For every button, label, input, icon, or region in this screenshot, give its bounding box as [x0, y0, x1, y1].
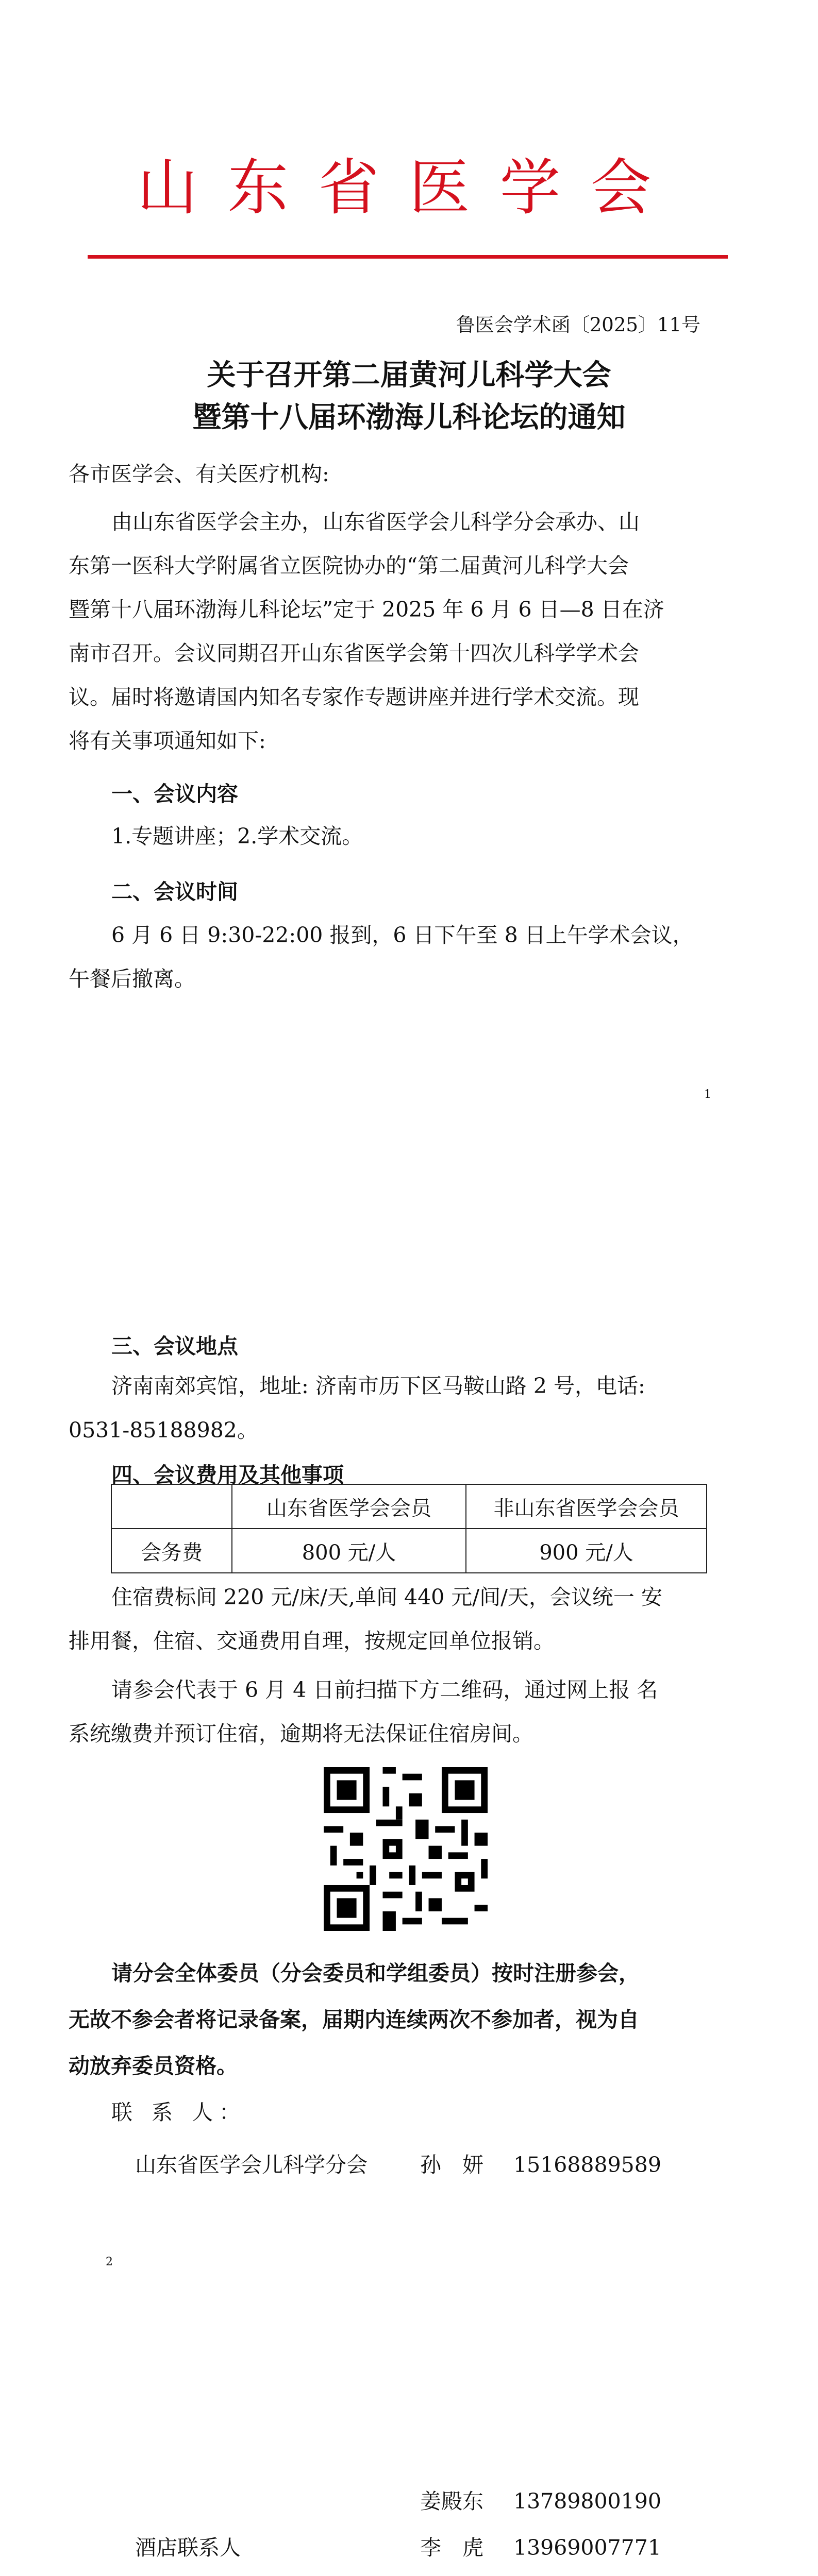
notice-title-line1: 关于召开第二届黄河儿科学大会: [207, 358, 611, 392]
contact-name: 孙 妍: [420, 2153, 483, 2177]
table-cell: 会务费: [111, 1529, 232, 1573]
table-row: [111, 1484, 707, 1529]
contact-org: 酒店联系人: [135, 2535, 241, 2560]
page-number: 1: [704, 1088, 711, 1101]
section3-line: 济南南郊宾馆，地址: 济南市历下区马鞍山路 2 号，电话:: [111, 1374, 645, 1398]
contact-name: 李 虎: [420, 2535, 483, 2560]
page-number: 2: [106, 2256, 113, 2268]
table-row: [111, 1529, 707, 1573]
lodging-line: 排用餐，住宿、交通费用自理，按规定回单位报销。: [69, 1629, 555, 1653]
intro-line: 将有关事项通知如下:: [69, 728, 266, 753]
contact-phone: 13969007771: [513, 2535, 661, 2560]
intro-line: 由山东省医学会主办，山东省医学会儿科学分会承办、山: [111, 510, 640, 534]
intro-line: 东第一医科大学附属省立医院协办的“第二届黄河儿科学大会: [69, 553, 629, 578]
table-cell: [111, 1484, 232, 1529]
notice-title-line2: 暨第十八届环渤海儿科论坛的通知: [192, 400, 626, 434]
notice-line: 请分会全体委员（分会委员和学组委员）按时注册参会，: [111, 1961, 640, 1986]
intro-line: 暨第十八届环渤海儿科论坛”定于 2025 年 6 月 6 日—8 日在济: [69, 597, 664, 622]
register-line: 系统缴费并预订住宿，逾期将无法保证住宿房间。: [69, 1721, 533, 1746]
section1-text: 1.专题讲座；2.学术交流。: [111, 824, 363, 849]
table-cell: 800 元/人: [232, 1529, 466, 1573]
table-cell: 非山东省医学会会员: [466, 1484, 707, 1529]
table-cell: 山东省医学会会员: [232, 1484, 466, 1529]
lodging-line: 住宿费标间 220 元/床/天,单间 440 元/间/天，会议统一 安: [111, 1585, 662, 1609]
section3-line: 0531-85188982。: [69, 1418, 258, 1443]
registration-qr-code[interactable]: [324, 1767, 488, 1931]
document-number: 鲁医会学术函〔2025〕11号: [456, 314, 700, 336]
intro-line: 南市召开。会议同期召开山东省医学会第十四次儿科学学术会: [69, 641, 639, 666]
salutation: 各市医学会、有关医疗机构:: [69, 462, 329, 486]
contact-phone: 13789800190: [513, 2489, 661, 2514]
contact-label: 联 系 人：: [111, 2100, 247, 2125]
letterhead-title: 山东省医学会: [137, 152, 681, 223]
contact-org: 山东省医学会儿科学分会: [135, 2153, 368, 2177]
section2-line: 午餐后撤离。: [69, 967, 195, 991]
table-cell: 900 元/人: [466, 1529, 707, 1573]
notice-line: 动放弃委员资格。: [69, 2054, 238, 2078]
fee-table: [111, 1484, 707, 1573]
section2-line: 6 月 6 日 9:30-22:00 报到，6 日下午至 8 日上午学术会议，: [111, 923, 694, 947]
contact-phone: 15168889589: [513, 2153, 661, 2177]
section2-heading: 二、会议时间: [111, 879, 238, 904]
contact-name: 姜殿东: [420, 2489, 483, 2514]
section4-heading: 四、会议费用及其他事项: [111, 1463, 344, 1487]
section3-heading: 三、会议地点: [111, 1334, 238, 1359]
intro-line: 议。届时将邀请国内知名专家作专题讲座并进行学术交流。现: [69, 685, 639, 709]
register-line: 请参会代表于 6 月 4 日前扫描下方二维码，通过网上报 名: [111, 1677, 658, 1702]
section1-heading: 一、会议内容: [111, 782, 238, 806]
letterhead-rule: [88, 255, 728, 259]
notice-line: 无故不参会者将记录备案，届期内连续两次不参加者，视为自: [69, 2007, 639, 2032]
